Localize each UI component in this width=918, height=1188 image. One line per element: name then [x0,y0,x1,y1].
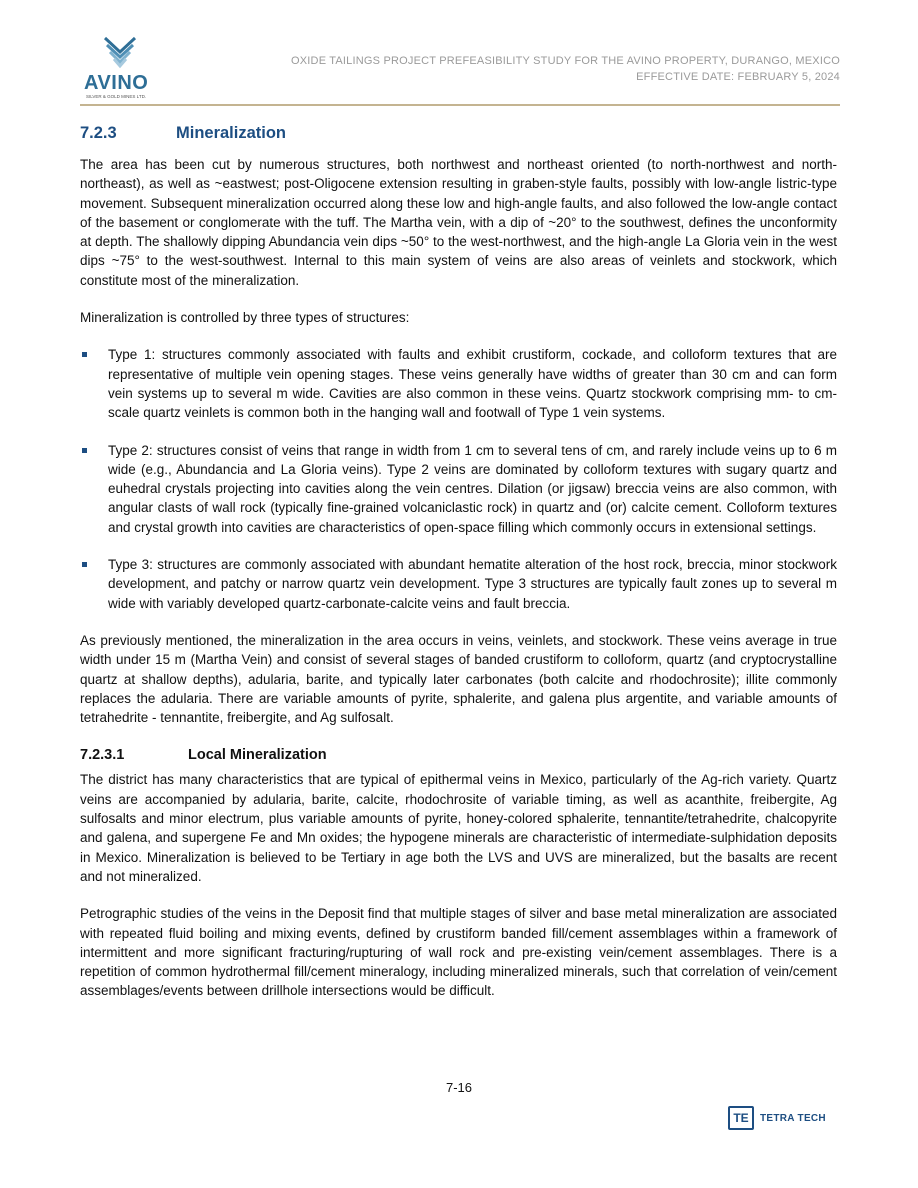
paragraph: Mineralization is controlled by three types of structures: [80,310,410,326]
paragraph: As previously mentioned, the mineralization in the area occurs in veins, veinlets, and stockwork. These veins average in true width under 15 m (Martha Vein) and consist of several stages of banded crustiform to colloform, quartz (and cryptocrystalline quartz at shallow depths), adularia, barite, and typically later carbonates (both calcite and rhodochrosite); illite commonly replaces the adularia. There are variable amounts of pyrite, sphalerite, and galena plus argentite, and variable amounts of tetrahedrite - tennantite, freibergite, and Ag sulfosalt. [80,632,837,726]
subsection-number: 7.2.3.1 [80,747,125,764]
section-heading [80,124,837,143]
logo-subtext: SILVER & GOLD MINES LTD. [86,94,147,99]
header-divider [80,104,840,106]
bullet-icon [82,352,87,357]
header-effective-date: EFFECTIVE DATE: FEBRUARY 5, 2024 [636,71,840,83]
tetra-tech-logo-icon: TE [728,1106,754,1130]
page-number: 7-16 [445,1080,473,1095]
list-item-text: Type 1: structures commonly associated with faults and exhibit crustiform, cockade, and colloform textures that are representative of multiple vein opening stages. These veins generally have widths of greater than 30 cm and can form vein systems up to several m wide. Cavities are also common in these veins. Quartz stockwork comprising mm- to cm-scale quartz veinlets is common both in the hanging wall and footwall of Type 1 vein systems. [108,347,837,421]
subsection-title: Local Mineralization [188,747,327,764]
avino-logo-icon [101,36,139,70]
list-item [80,345,837,422]
header-text [291,53,840,85]
paragraph: The area has been cut by numerous structures, both northwest and northeast oriented (to north-northwest and north-northeast), as well as ~eastwest; post-Oligocene extension resulting in graben-style faults, possibly with low-angle listric-type movement. Subsequent mineralization occurred along these low and high-angle faults, and also followed the low-angle contact of the basement or conglomerate with the tuff. The Martha vein, with a dip of ~20° to the southwest, defines the unconformity at depth. The shallowly dipping Abundancia vein dips ~50° to the west-northwest, and the high-angle La Gloria vein in the west dips ~75° to the west-southwest. Internal to this main system of veins are also areas of veinlets and stockwork, which constitute most of the mineralization. [80,157,837,288]
section-number: 7.2.3 [80,124,117,142]
page-header [80,30,840,105]
paragraph: Petrographic studies of the veins in the Deposit find that multiple stages of silver and base metal mineralization are associated with repeated fluid boiling and mixing events, defined by crustiform banded fill/cement assemblages within a framework of intermittent and more significant fracturing/rupturing of wall rock and pre-existing vein/cement assemblages. There is a repetition of common hydrothermal fill/cement mineralogy, including mineralized minerals, such that correlation of vein/cement assemblages/events between drillhole intersections would be difficult. [80,906,837,999]
avino-logo [80,36,162,100]
structure-type-list [80,345,837,613]
bullet-icon [82,562,87,567]
header-title: OXIDE TAILINGS PROJECT PREFEASIBILITY STUDY FOR THE AVINO PROPERTY, DURANGO, MEXICO [291,55,840,67]
tetra-tech-logo [728,1106,826,1130]
paragraph: The district has many characteristics that are typical of epithermal veins in Mexico, particularly of the Ag-rich variety. Quartz veins are accompanied by adularia, barite, calcite, rhodochrosite of variable timing, as well as acanthite, freibergite, Ag sulfosalts and minor electrum, plus variable amounts of pyrite, honey-colored sphalerite, tennantite/tetrahedrite, chalcopyrite and galena, and supergene Fe and Mn oxides; the hypogene minerals are characteristic of intermediate-sulphidation deposits in Mexico. Mineralization is believed to be Tertiary in age both the LVS and UVS are mineralized, but the basalts are recent and not mineralized. [80,772,837,884]
list-item [80,441,837,537]
list-item [80,555,837,613]
section-title: Mineralization [176,124,287,142]
page-content [80,124,837,1019]
logo-wordmark: AVINO [84,72,149,94]
list-item-text: Type 2: structures consist of veins that range in width from 1 cm to several tens of cm, and rarely include veins up to 6 m wide (e.g., Abundancia and La Gloria veins). Type 2 veins are dominated by colloform textures with sugary quartz and euhedral crystals projecting into cavities along the vein centres. Dilation (or jigsaw) breccia veins are also common, with angular clasts of wall rock (typically fine-grained volcaniclastic rock) in quartz and (or) calcite cement. Colloform textures and crystal growth into cavities are characteristics of open-space filling which commonly occurs in extensional settings. [108,442,837,535]
tetra-tech-name: TETRA TECH [760,1112,826,1124]
bullet-icon [82,448,87,453]
list-item-text: Type 3: structures are commonly associated with abundant hematite alteration of the host rock, breccia, minor stockwork development, and patchy or narrow quartz vein development. Type 3 structures are typically fault zones up to several m wide with variably developed quartz-carbonate-calcite veins and fault breccia. [108,557,837,611]
subsection-heading [80,747,837,763]
